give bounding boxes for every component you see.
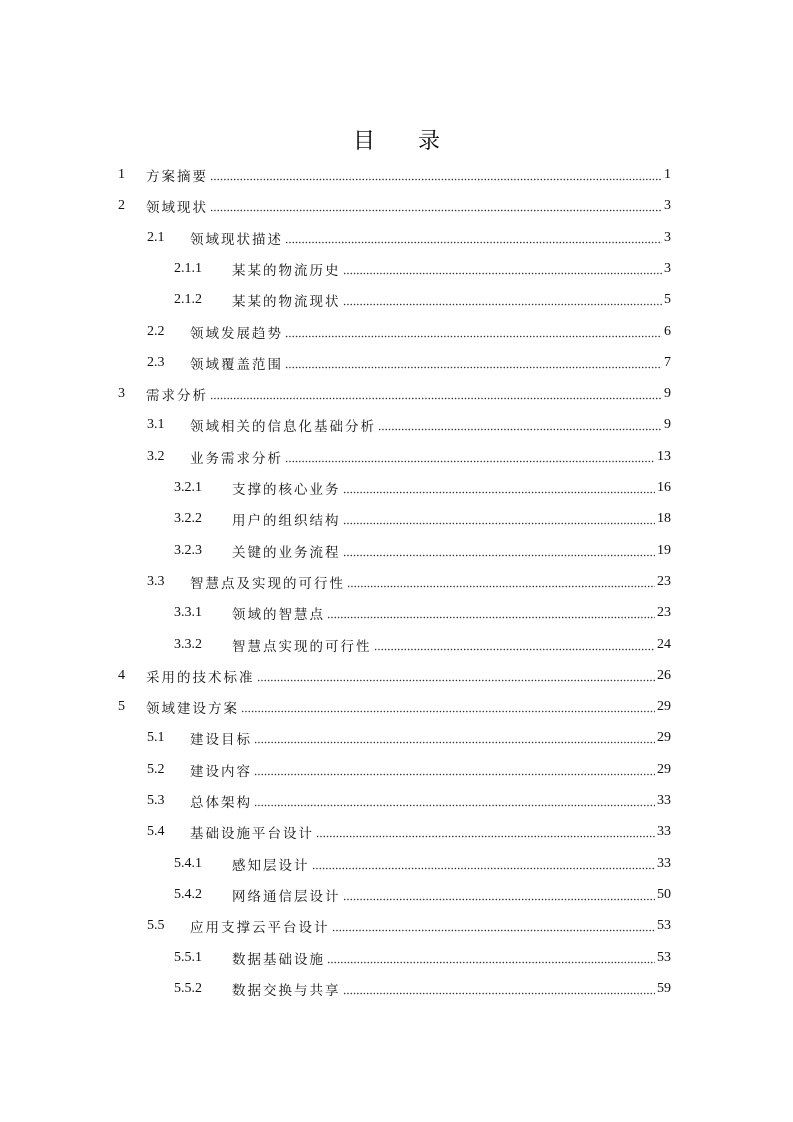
toc-entry-number: 3.3 xyxy=(147,573,165,589)
toc-entry-page-number: 24 xyxy=(657,636,671,652)
toc-entry-number: 4 xyxy=(118,667,125,683)
page-title: 目 录 xyxy=(353,129,458,154)
toc-entry-number: 3.2.3 xyxy=(174,542,202,558)
toc-entry-page-number: 29 xyxy=(657,699,671,715)
toc-entry-number: 5 xyxy=(118,699,125,715)
toc-entry-number: 2.2 xyxy=(147,323,165,339)
dot-leader xyxy=(241,701,655,713)
toc-entry-page-number: 33 xyxy=(657,855,671,871)
toc-entry-number: 5.5.1 xyxy=(174,949,202,965)
dot-leader xyxy=(312,858,656,870)
toc-entry-number: 5.4 xyxy=(147,824,165,840)
toc-entry-page-number: 23 xyxy=(657,573,671,589)
toc-entry-number: 5.3 xyxy=(147,793,165,808)
toc-entry-number: 2.3 xyxy=(147,354,165,370)
toc-entry-page-number: 53 xyxy=(657,949,671,965)
toc-entry-number: 3.2 xyxy=(147,448,165,464)
dot-leader xyxy=(343,482,656,494)
dot-leader xyxy=(316,826,655,838)
dot-leader xyxy=(210,200,662,212)
toc-entry[interactable] xyxy=(147,817,671,847)
toc-entry[interactable] xyxy=(147,442,671,472)
toc-entry-number: 2.1 xyxy=(147,229,165,245)
dot-leader xyxy=(254,732,655,744)
dot-leader xyxy=(343,263,663,275)
toc-entry-number: 5.1 xyxy=(147,730,165,746)
toc-entry-number: 2.1.1 xyxy=(174,260,202,276)
toc-entry-title: 智慧点及实现的可行性 xyxy=(190,575,345,592)
toc-entry[interactable] xyxy=(174,473,671,503)
toc-entry[interactable] xyxy=(174,254,671,284)
toc-entry[interactable] xyxy=(174,598,671,628)
dot-leader xyxy=(343,545,656,557)
toc-entry-title: 数据基础设施 xyxy=(232,951,325,968)
toc-entry[interactable] xyxy=(174,880,671,910)
toc-entry-number: 1 xyxy=(118,167,125,182)
toc-entry-number: 5.5.2 xyxy=(174,980,202,996)
toc-entry-title: 关键的业务流程 xyxy=(232,544,341,561)
toc-entry-page-number: 3 xyxy=(664,260,671,276)
toc-entry-page-number: 29 xyxy=(657,761,671,777)
toc-entry[interactable] xyxy=(147,317,671,347)
toc-entry-page-number: 9 xyxy=(664,417,671,433)
toc-entry-number: 2.1.2 xyxy=(174,292,202,308)
toc-entry-title: 支撑的核心业务 xyxy=(232,482,341,498)
toc-entry-title: 方案摘要 xyxy=(146,169,208,185)
dot-leader xyxy=(285,326,662,338)
toc-entry-number: 2 xyxy=(118,198,125,214)
toc-entry-page-number: 59 xyxy=(657,980,671,996)
toc-entry[interactable] xyxy=(147,567,671,597)
toc-entry-number: 5.4.2 xyxy=(174,886,202,902)
toc-entry-title: 建设内容 xyxy=(190,763,252,780)
toc-entry-number: 5.5 xyxy=(147,918,165,934)
toc-entry-page-number: 1 xyxy=(664,167,671,182)
toc-entry-number: 3.3.2 xyxy=(174,636,202,652)
dot-leader xyxy=(343,983,656,995)
toc-entry-title: 网络通信层设计 xyxy=(232,888,341,905)
toc-entry-page-number: 33 xyxy=(657,824,671,840)
dot-leader xyxy=(343,889,656,901)
toc-entry-title: 需求分析 xyxy=(146,388,208,405)
dot-leader xyxy=(210,169,662,181)
toc-entry-number: 3.2.2 xyxy=(174,511,202,527)
toc-entry-title: 感知层设计 xyxy=(232,857,310,874)
toc-entry-page-number: 19 xyxy=(657,542,671,558)
toc-entry-title: 领域的智慧点 xyxy=(232,607,325,624)
toc-entry-title: 领域现状 xyxy=(146,200,208,217)
dot-leader xyxy=(257,670,656,682)
toc-entry-page-number: 16 xyxy=(657,480,671,495)
toc-entry-page-number: 18 xyxy=(657,511,671,527)
toc-entry-page-number: 13 xyxy=(657,448,671,464)
toc-entry-page-number: 50 xyxy=(657,886,671,902)
toc-entry[interactable] xyxy=(174,943,671,973)
toc-entry-page-number: 26 xyxy=(657,667,671,683)
toc-entry[interactable] xyxy=(118,692,671,722)
toc-entry[interactable] xyxy=(174,849,671,879)
toc-entry[interactable] xyxy=(174,630,671,660)
toc-entry[interactable] xyxy=(147,723,671,753)
dot-leader xyxy=(332,920,656,932)
toc-entry-page-number: 23 xyxy=(657,605,671,621)
dot-leader xyxy=(347,576,655,588)
toc-entry[interactable] xyxy=(174,504,671,534)
toc-entry-page-number: 6 xyxy=(664,323,671,339)
dot-leader xyxy=(343,294,663,306)
toc-entry-title: 某某的物流历史 xyxy=(232,262,341,279)
dot-leader xyxy=(327,952,655,964)
toc-entry[interactable] xyxy=(118,661,671,691)
toc-entry[interactable] xyxy=(174,285,671,315)
toc-entry-number: 5.2 xyxy=(147,761,165,777)
toc-entry-page-number: 3 xyxy=(664,229,671,245)
toc-entry[interactable] xyxy=(147,786,671,816)
dot-leader xyxy=(374,639,656,651)
toc-entry-page-number: 33 xyxy=(657,793,671,808)
toc-entry[interactable] xyxy=(147,348,671,378)
toc-entry-title: 某某的物流现状 xyxy=(232,294,341,311)
toc-entry[interactable] xyxy=(118,160,671,190)
toc-entry-title: 领域覆盖范围 xyxy=(190,356,283,373)
toc-entry-title: 应用支撑云平台设计 xyxy=(190,920,330,937)
toc-entry[interactable] xyxy=(147,755,671,785)
dot-leader xyxy=(210,388,662,400)
dot-leader xyxy=(327,607,655,619)
dot-leader xyxy=(254,795,655,807)
toc-entry-number: 3.1 xyxy=(147,417,165,433)
toc-entry-title: 智慧点实现的可行性 xyxy=(232,638,372,655)
toc-entry[interactable] xyxy=(147,223,671,253)
toc-entry[interactable] xyxy=(147,410,671,440)
toc-entry-title: 领域建设方案 xyxy=(146,701,239,718)
toc-entry-page-number: 3 xyxy=(664,198,671,214)
toc-entry-title: 用户的组织结构 xyxy=(232,513,341,530)
toc-entry-title: 领域发展趋势 xyxy=(190,325,283,342)
toc-entry-page-number: 7 xyxy=(664,354,671,370)
toc-entry-title: 业务需求分析 xyxy=(190,450,283,467)
toc-entry-page-number: 5 xyxy=(664,292,671,308)
toc-entry-number: 3 xyxy=(118,386,125,402)
toc-entry[interactable] xyxy=(174,536,671,566)
dot-leader xyxy=(285,451,655,463)
dot-leader xyxy=(378,419,662,431)
toc-entry[interactable] xyxy=(118,379,671,409)
toc-entry-number: 3.2.1 xyxy=(174,480,202,495)
toc-entry-title: 采用的技术标准 xyxy=(146,669,255,686)
toc-entry-page-number: 9 xyxy=(664,386,671,402)
toc-entry[interactable] xyxy=(118,191,671,221)
dot-leader xyxy=(285,232,662,244)
toc-entry-title: 建设目标 xyxy=(190,732,252,749)
toc-entry-number: 3.3.1 xyxy=(174,605,202,621)
dot-leader xyxy=(254,764,655,776)
toc-entry-page-number: 29 xyxy=(657,730,671,746)
toc-entry[interactable] xyxy=(147,911,671,941)
toc-entry-number: 5.4.1 xyxy=(174,855,202,871)
toc-entry[interactable] xyxy=(174,974,671,1004)
dot-leader xyxy=(343,513,656,525)
toc-entry-title: 领域现状描述 xyxy=(190,231,283,248)
toc-entry-title: 基础设施平台设计 xyxy=(190,826,314,843)
toc-entry-title: 数据交换与共享 xyxy=(232,982,341,999)
toc-entry-title: 领域相关的信息化基础分析 xyxy=(190,419,376,436)
toc-entry-page-number: 53 xyxy=(657,918,671,934)
dot-leader xyxy=(285,357,662,369)
toc-entry-title: 总体架构 xyxy=(190,795,252,811)
